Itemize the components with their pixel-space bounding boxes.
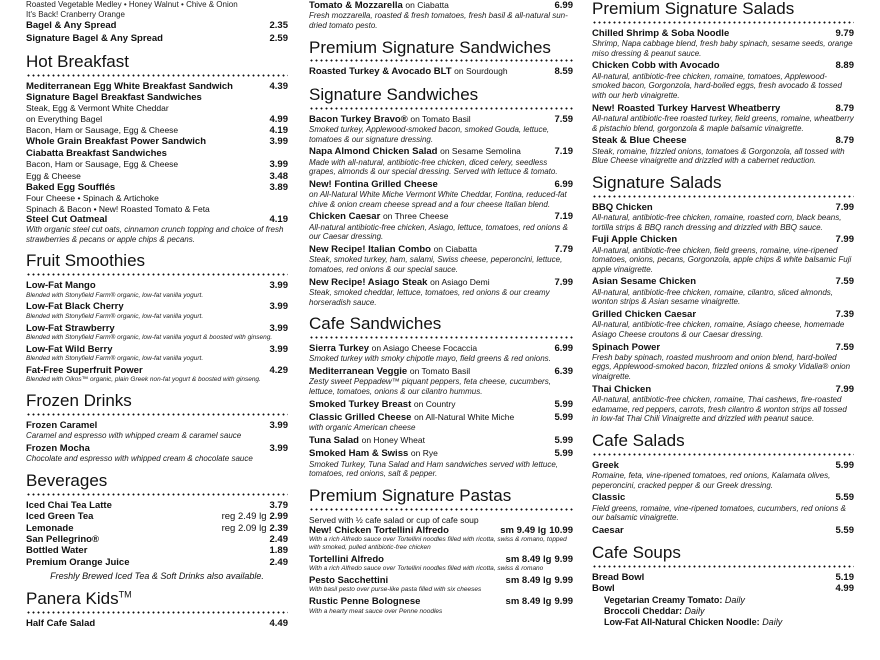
item-name: Frozen Caramel bbox=[26, 419, 98, 431]
menu-item bbox=[26, 182, 288, 193]
item-description: All-natural, antibiotic-free chicken, field greens, romaine, vine-ripened tomatoes, onions, pecans, Gorgonzola, apple chips & white balsamic Fuji apple vinaigrette. bbox=[592, 245, 852, 274]
menu-item bbox=[26, 301, 288, 320]
item-name: Steel Cut Oatmeal bbox=[26, 213, 108, 225]
menu-item bbox=[26, 420, 288, 441]
item-name-text: New Recipe! Asiago Steak bbox=[309, 276, 428, 288]
item-name: Lemonade bbox=[26, 522, 74, 534]
item-name: Low-Fat Black Cherry bbox=[26, 301, 124, 313]
item-description: All-natural antibiotic-free chicken, Asiago, lettuce, tomatoes, red onions & our Caesar dressing. bbox=[309, 222, 568, 242]
item-price: 6.39 bbox=[554, 365, 573, 377]
price-value: 9.99 bbox=[554, 553, 573, 565]
item-description: Blended with Stonyfield Farm® organic, low-fat vanilla yogurt. bbox=[26, 355, 204, 363]
item-description: with organic American cheese bbox=[309, 423, 416, 433]
item-bread: on Sourdough bbox=[454, 66, 508, 77]
item-price: 4.99 bbox=[269, 113, 288, 125]
menu-item bbox=[26, 323, 288, 342]
menu-item bbox=[592, 342, 854, 382]
dotted-divider bbox=[592, 564, 854, 569]
item-name: Thai Chicken bbox=[592, 383, 652, 395]
menu-item bbox=[26, 523, 288, 534]
item-description: Smoked Turkey, Tuna Salad and Ham sandwiches served with lettuce, tomatoes, red onions, salt & pepper. bbox=[309, 459, 559, 479]
menu-item bbox=[309, 66, 573, 77]
menu-item bbox=[592, 202, 854, 233]
dotted-divider bbox=[26, 412, 288, 417]
item-name bbox=[309, 0, 549, 11]
menu-item bbox=[592, 492, 854, 523]
item-price bbox=[267, 534, 289, 545]
soup-of-day bbox=[592, 617, 854, 628]
section-title-cafe-sandwiches: Cafe Sandwiches bbox=[309, 314, 442, 334]
section-title-signature-sandwiches: Signature Sandwiches bbox=[309, 84, 479, 104]
item-name-text: Napa Almond Chicken Salad bbox=[309, 146, 438, 158]
item-name-text: Smoked Ham & Swiss bbox=[309, 448, 409, 460]
section-title-cafe-soups: Cafe Soups bbox=[592, 543, 681, 563]
item-name bbox=[309, 412, 549, 423]
item-description: Zesty sweet Peppadew™ piquant peppers, feta cheese, cucumbers, lettuce, tomatoes, onions & our cilantro hummus. bbox=[309, 377, 551, 396]
dotted-divider bbox=[309, 335, 573, 340]
item-price: 7.59 bbox=[554, 113, 573, 125]
item-name-text: Roasted Turkey & Avocado BLT bbox=[309, 66, 452, 78]
item-name bbox=[309, 399, 549, 410]
menu-item bbox=[26, 171, 288, 182]
item-bread: on Tomato Basil bbox=[409, 365, 471, 376]
item-description: Made with all-natural, antibiotic-free chicken, diced celery, seedless grapes, almonds & our special dressing. Served with lettuce & tomato. bbox=[309, 157, 558, 177]
item-name: Pesto Sacchettini bbox=[309, 575, 389, 587]
menu-item bbox=[26, 365, 288, 384]
menu-item bbox=[592, 583, 854, 594]
item-name-text: Tuna Salad bbox=[309, 434, 359, 446]
item-bread: on Ciabatta bbox=[405, 0, 449, 10]
item-name bbox=[309, 66, 549, 77]
item-name: Egg & Cheese bbox=[26, 170, 81, 181]
item-name bbox=[309, 277, 549, 288]
item-price bbox=[506, 575, 573, 586]
item-name: Whole Grain Breakfast Power Sandwich bbox=[26, 136, 207, 148]
section-title-fruit-smoothies: Fruit Smoothies bbox=[26, 251, 146, 271]
menu-item bbox=[26, 159, 288, 170]
item-description: All-natural antibiotic-free roasted turkey, field greens, romaine, wheatberry & pistachio blend, gorgonzola & maple balsamic vinaigrette. bbox=[592, 113, 854, 133]
section-title-signature-salads: Signature Salads bbox=[592, 172, 722, 192]
price-value: 2.49 bbox=[269, 556, 288, 568]
item-name bbox=[309, 211, 549, 222]
item-price: 5.99 bbox=[835, 459, 854, 471]
item-name-text: Bacon Turkey Bravo® bbox=[309, 113, 408, 125]
item-name: Caesar bbox=[592, 524, 624, 536]
item-price: 4.19 bbox=[269, 124, 288, 136]
menu-item bbox=[26, 545, 288, 556]
item-name bbox=[309, 244, 549, 255]
section-title-text: Panera Kids bbox=[26, 588, 119, 608]
item-description: Shrimp, Napa cabbage blend, fresh baby spinach, sesame seeds, orange miso dressing & peanut sauce. bbox=[592, 39, 853, 58]
item-name: Chilled Shrimp & Soba Noodle bbox=[592, 27, 730, 39]
item-price: 8.79 bbox=[835, 102, 854, 114]
menu-item bbox=[309, 554, 573, 573]
section-title-premium-signature-pastas: Premium Signature Pastas bbox=[309, 485, 512, 505]
bagel-variety-line: It's Back! Cranberry Orange bbox=[26, 10, 125, 19]
item-name: Bowl bbox=[592, 583, 615, 595]
menu-item bbox=[26, 125, 288, 136]
item-bread: on All-Natural White Miche bbox=[414, 411, 515, 422]
price-sizes: sm 8.49 lg bbox=[505, 575, 552, 587]
section-title-hot-breakfast: Hot Breakfast bbox=[26, 51, 129, 71]
item-price: 7.19 bbox=[554, 146, 573, 158]
item-price: 3.99 bbox=[269, 136, 288, 148]
item-price bbox=[222, 523, 288, 534]
item-bread: on Tomato Basil bbox=[410, 113, 471, 124]
item-name: Signature Bagel & Any Spread bbox=[26, 33, 163, 45]
item-price: 6.99 bbox=[554, 0, 573, 11]
item-name: Bacon, Ham or Sausage, Egg & Cheese bbox=[26, 124, 179, 135]
price-value: 9.99 bbox=[554, 596, 573, 608]
item-name: Greek bbox=[592, 459, 619, 471]
item-line: Steak, Egg & Vermont White Cheddar bbox=[26, 103, 169, 114]
item-description: on All-Natural White Miche Vermont White Cheddar, Fontina, reduced-fat chive & onion cream cheese spread and a four cheese Italian blend. bbox=[309, 190, 567, 209]
item-name: Half Cafe Salad bbox=[26, 617, 96, 629]
item-price: 6.99 bbox=[554, 342, 573, 354]
section-title-premium-signature-sandwiches: Premium Signature Sandwiches bbox=[309, 37, 551, 57]
dotted-divider bbox=[592, 452, 854, 457]
soup-name: Vegetarian Creamy Tomato: bbox=[604, 594, 723, 605]
item-price: 9.79 bbox=[835, 27, 854, 39]
menu-item bbox=[309, 366, 573, 397]
menu-item bbox=[26, 81, 288, 92]
item-line: on Everything Bagel bbox=[26, 113, 103, 124]
item-description: Blended with Stonyfield Farm® organic, low-fat vanilla yogurt. bbox=[26, 291, 204, 299]
item-price: 7.99 bbox=[835, 234, 854, 246]
item-name-text: Tomato & Mozzarella bbox=[309, 0, 403, 11]
price-value: 9.99 bbox=[554, 575, 573, 587]
menu-column-middle bbox=[309, 0, 573, 660]
item-description: Blended with Oikos™ organic, plain Greek non-fat yogurt & boosted with ginseng. bbox=[26, 376, 261, 384]
dotted-divider bbox=[592, 20, 854, 25]
item-price: 7.99 bbox=[835, 383, 854, 395]
dotted-divider bbox=[26, 492, 288, 497]
item-price bbox=[267, 500, 289, 511]
menu-item bbox=[26, 443, 288, 464]
section-title-beverages: Beverages bbox=[26, 470, 108, 490]
menu-item bbox=[26, 344, 288, 363]
item-price: 5.99 bbox=[554, 448, 573, 460]
item-description: With a rich Alfredo sauce over Tortellini noodles filled with ricotta, swiss & romano, topped with smoked, pulled antibiotic-free chicken bbox=[309, 536, 567, 552]
item-name-text: Classic Grilled Cheese bbox=[309, 411, 412, 423]
menu-item bbox=[309, 0, 573, 31]
item-name: Tortellini Alfredo bbox=[309, 553, 384, 565]
item-price: 4.99 bbox=[835, 583, 854, 595]
price-sizes: sm 8.49 lg bbox=[505, 553, 552, 565]
menu-item bbox=[592, 103, 854, 134]
item-description: With a rich Alfredo sauce over Tortellini noodles filled with ricotta, swiss & romano bbox=[309, 565, 544, 573]
item-price: 2.35 bbox=[269, 20, 288, 31]
menu-item bbox=[592, 135, 854, 166]
dotted-divider bbox=[26, 73, 288, 78]
section-title-premium-signature-salads: Premium Signature Salads bbox=[592, 0, 795, 18]
item-name: BBQ Chicken bbox=[592, 201, 653, 213]
item-description: Chocolate and espresso with whipped cream & chocolate sauce bbox=[26, 454, 253, 464]
item-price: 4.39 bbox=[269, 80, 288, 92]
subheading: Ciabatta Breakfast Sandwiches bbox=[26, 147, 167, 159]
item-price: 3.99 bbox=[269, 419, 288, 431]
dotted-divider bbox=[592, 194, 854, 199]
item-name: Fat-Free Superfruit Power bbox=[26, 364, 143, 376]
item-name-text: Sierra Turkey bbox=[309, 342, 370, 354]
price-sizes: sm 9.49 lg bbox=[500, 524, 547, 536]
item-price: 5.99 bbox=[554, 434, 573, 446]
item-name bbox=[309, 114, 549, 125]
menu-item bbox=[592, 572, 854, 583]
item-price: 3.99 bbox=[269, 322, 288, 334]
item-description: All-natural, antibiotic-free chicken, romaine, Thai cashews, fire-roasted edamame, red peppers, carrots, fresh cilantro & wonton strips all tossed in low-fat Thai Chili Vinaigrette and drizzled with peanut sauce. bbox=[592, 395, 847, 424]
menu-item bbox=[309, 575, 573, 594]
item-price: 3.48 bbox=[269, 170, 288, 182]
menu-item bbox=[26, 618, 288, 629]
menu-item bbox=[26, 114, 288, 125]
menu-item bbox=[592, 276, 854, 307]
menu-item bbox=[26, 280, 288, 299]
pastas-intro: Served with ½ cafe salad or cup of cafe soup bbox=[309, 514, 479, 525]
menu-item bbox=[26, 214, 288, 245]
menu-item bbox=[309, 179, 573, 210]
item-price: 3.99 bbox=[269, 280, 288, 292]
item-name: Asian Sesame Chicken bbox=[592, 276, 697, 288]
item-line: Four Cheese • Spinach & Artichoke bbox=[26, 193, 159, 204]
section-title-panera-kids bbox=[26, 590, 288, 608]
item-name bbox=[309, 366, 549, 377]
item-price: 4.19 bbox=[269, 213, 288, 225]
item-description: Field greens, romaine, vine-ripened tomatoes, cucumbers, red onions & our balsamic vinaigrette. bbox=[592, 503, 846, 523]
item-bread: on Asiago Demi bbox=[430, 276, 490, 287]
menu-item bbox=[309, 596, 573, 615]
menu-item bbox=[309, 525, 573, 552]
menu-item bbox=[309, 114, 573, 145]
menu-item bbox=[309, 244, 573, 275]
item-price: 8.79 bbox=[835, 135, 854, 147]
soup-name: Broccoli Cheddar: bbox=[604, 606, 683, 617]
item-price: 5.59 bbox=[835, 492, 854, 504]
item-description: All-natural, antibiotic-free chicken, romaine, Asiago cheese, homemade Asiago Cheese croutons & our Caesar dressing. bbox=[592, 320, 845, 339]
menu-item bbox=[592, 460, 854, 491]
item-price bbox=[506, 554, 573, 565]
item-price: 8.89 bbox=[835, 60, 854, 72]
item-name-text: Smoked Turkey Breast bbox=[309, 398, 412, 410]
item-price: 5.19 bbox=[835, 572, 854, 584]
item-name: Low-Fat Wild Berry bbox=[26, 343, 113, 355]
soup-of-day bbox=[592, 595, 854, 606]
menu-item bbox=[592, 234, 854, 274]
item-description: All-natural, antibiotic-free chicken, romaine, cilantro, sliced almonds, wonton strips & Asian sesame vinaigrette. bbox=[592, 287, 833, 307]
item-name: Spinach Power bbox=[592, 341, 661, 353]
item-bread: on Sesame Semolina bbox=[440, 146, 521, 157]
menu-item bbox=[26, 20, 288, 31]
item-price: 3.99 bbox=[269, 301, 288, 313]
item-bread: on Three Cheese bbox=[382, 211, 449, 222]
price-value: 2.99 bbox=[269, 511, 288, 523]
item-price: 5.59 bbox=[835, 524, 854, 536]
menu-column-left bbox=[26, 0, 288, 660]
menu-item bbox=[592, 384, 854, 424]
item-name: Low-Fat Mango bbox=[26, 280, 96, 292]
item-description: Romaine, feta, vine-ripened tomatoes, red onions, Kalamata olives, peperoncini, cracked pepper & our Greek dressing. bbox=[592, 471, 831, 490]
menu-item bbox=[26, 136, 288, 147]
dotted-divider bbox=[309, 507, 573, 512]
item-price: 4.49 bbox=[269, 617, 288, 629]
menu-item bbox=[26, 534, 288, 545]
menu-item bbox=[309, 277, 573, 308]
menu-column-right bbox=[592, 0, 854, 660]
item-name bbox=[309, 343, 549, 354]
price-value: 2.49 bbox=[269, 533, 288, 545]
item-description: Steak, smoked cheddar, lettuce, tomatoes, red onions & our creamy horseradish sauce. bbox=[309, 287, 550, 307]
price-sizes: reg 2.49 lg bbox=[221, 511, 267, 523]
item-name: Grilled Chicken Caesar bbox=[592, 308, 697, 320]
item-price: 3.99 bbox=[269, 343, 288, 355]
item-name: Mediterranean Egg White Breakfast Sandwich bbox=[26, 80, 233, 92]
subheading: Signature Bagel Breakfast Sandwiches bbox=[26, 92, 202, 104]
soup-availability: Daily bbox=[724, 594, 745, 605]
item-price: 7.39 bbox=[835, 308, 854, 320]
item-price: 7.19 bbox=[554, 211, 573, 223]
price-sizes: sm 8.49 lg bbox=[505, 596, 552, 608]
menu-item bbox=[592, 309, 854, 340]
price-value: 1.89 bbox=[269, 545, 288, 557]
menu-item bbox=[309, 448, 573, 479]
beverages-note: Freshly Brewed Iced Tea & Soft Drinks also available. bbox=[50, 571, 264, 582]
item-name: Bacon, Ham or Sausage, Egg & Cheese bbox=[26, 159, 179, 170]
item-name: New! Chicken Tortellini Alfredo bbox=[309, 524, 449, 536]
item-name-text: New Recipe! Italian Combo bbox=[309, 243, 431, 255]
soup-name: Low-Fat All-Natural Chicken Noodle: bbox=[604, 617, 760, 628]
item-bread: on Asiago Cheese Focaccia bbox=[371, 342, 478, 353]
item-price bbox=[267, 545, 289, 556]
item-name: Chicken Cobb with Avocado bbox=[592, 60, 720, 72]
item-price: 8.59 bbox=[554, 66, 573, 78]
item-bread: on Ciabatta bbox=[433, 243, 478, 254]
price-sizes: reg 2.09 lg bbox=[221, 522, 267, 534]
menu-item bbox=[309, 412, 573, 433]
menu-item bbox=[26, 511, 288, 522]
item-name: New! Fontina Grilled Cheese bbox=[309, 178, 438, 190]
item-price bbox=[267, 557, 289, 568]
item-price bbox=[506, 596, 573, 607]
item-name: Iced Green Tea bbox=[26, 511, 94, 523]
item-bread: on Rye bbox=[410, 448, 438, 459]
section-title-frozen-drinks: Frozen Drinks bbox=[26, 391, 132, 411]
item-bread: on Country bbox=[413, 398, 456, 409]
item-name: Iced Chai Tea Latte bbox=[26, 499, 112, 511]
dotted-divider bbox=[26, 610, 288, 615]
menu-item bbox=[26, 33, 288, 44]
soup-of-day bbox=[592, 606, 854, 617]
price-value: 2.39 bbox=[269, 522, 288, 534]
item-line: Spinach & Bacon • New! Roasted Tomato & Feta bbox=[26, 203, 210, 214]
trademark-mark: TM bbox=[118, 589, 132, 600]
item-description: Steak, romaine, frizzled onions, tomatoes & Gorgonzola, all tossed with Blue Cheese vinaigrette and drizzled with a cabernet reduction. bbox=[592, 146, 845, 166]
item-description: Fresh baby spinach, roasted mushroom and onion blend, hard-boiled eggs, Applewood-smoked bacon, frizzled onions & smoky Vidalia® onion vinaigrette. bbox=[592, 352, 851, 382]
menu-item bbox=[592, 60, 854, 100]
section-title-cafe-salads: Cafe Salads bbox=[592, 430, 685, 450]
item-price bbox=[500, 525, 573, 536]
menu-item bbox=[592, 525, 854, 536]
item-name: Steak & Blue Cheese bbox=[592, 135, 687, 147]
item-description: Smoked turkey with smoky chipotle mayo, field greens & red onions. bbox=[309, 354, 551, 364]
item-name-text: Mediterranean Veggie bbox=[309, 365, 408, 377]
menu-item bbox=[309, 146, 573, 177]
item-description: Steak, smoked turkey, ham, salami, Swiss cheese, peperoncini, lettuce, tomatoes, red onions & our special sauce. bbox=[309, 255, 563, 274]
menu-item bbox=[309, 343, 573, 364]
dotted-divider bbox=[309, 106, 573, 111]
item-price: 5.99 bbox=[554, 411, 573, 423]
item-name: Baked Egg Soufflés bbox=[26, 181, 116, 193]
item-name: Classic bbox=[592, 492, 626, 504]
menu-item bbox=[592, 28, 854, 59]
item-name bbox=[309, 435, 549, 446]
item-description: Blended with Stonyfield Farm® organic, low-fat vanilla yogurt. bbox=[26, 312, 204, 320]
item-price: 7.59 bbox=[835, 276, 854, 288]
item-name bbox=[309, 146, 549, 157]
item-name: Premium Orange Juice bbox=[26, 556, 130, 568]
item-name-text: Chicken Caesar bbox=[309, 211, 381, 223]
bagel-variety-line: Roasted Vegetable Medley • Honey Walnut • Chive & Onion bbox=[26, 0, 238, 9]
item-name: New! Roasted Turkey Harvest Wheatberry bbox=[592, 102, 781, 114]
item-price: 3.99 bbox=[269, 159, 288, 171]
item-price: 7.79 bbox=[554, 243, 573, 255]
menu-item bbox=[309, 435, 573, 446]
item-description: All-natural, antibiotic-free chicken, romaine, tomatoes, Applewood-smoked bacon, Gorgonzola, hard-boiled eggs, fresh avocado & tossed with our herb vinaigrette. bbox=[592, 71, 842, 100]
item-description: With basil pesto over purse-like pasta filled with six cheeses bbox=[309, 586, 482, 594]
item-name: San Pellegrino® bbox=[26, 533, 99, 545]
item-name: Bread Bowl bbox=[592, 572, 645, 584]
menu-item bbox=[26, 500, 288, 511]
item-price: 7.59 bbox=[835, 341, 854, 353]
item-price: 4.29 bbox=[269, 364, 288, 376]
item-description: With organic steel cut oats, cinnamon crunch topping and choice of fresh strawberries & pecans or apple chips & pecans. bbox=[26, 225, 284, 244]
price-value: 10.99 bbox=[549, 524, 573, 536]
item-price: 6.99 bbox=[554, 178, 573, 190]
price-value: 3.79 bbox=[269, 499, 288, 511]
dotted-divider bbox=[26, 272, 288, 277]
item-description: Fresh mozzarella, roasted & fresh tomatoes, fresh basil & all-natural sun-dried tomato pesto. bbox=[309, 11, 568, 30]
item-name bbox=[309, 448, 549, 459]
item-description: All-natural, antibiotic-free chicken, romaine, roasted corn, black beans, tortilla strips & BBQ ranch dressing and drizzled with BBQ sauce. bbox=[592, 212, 842, 232]
item-description: Blended with Stonyfield Farm® organic, low-fat vanilla yogurt & boosted with ginseng. bbox=[26, 333, 273, 341]
soup-availability: Daily bbox=[684, 606, 705, 617]
item-bread: on Honey Wheat bbox=[361, 434, 425, 445]
menu-item bbox=[26, 557, 288, 568]
item-price: 3.89 bbox=[269, 181, 288, 193]
item-name: Frozen Mocha bbox=[26, 442, 90, 454]
item-price bbox=[222, 511, 288, 522]
item-price: 5.99 bbox=[554, 398, 573, 410]
item-name: Low-Fat Strawberry bbox=[26, 322, 115, 334]
item-price: 7.99 bbox=[554, 276, 573, 288]
item-description: Caramel and espresso with whipped cream & caramel sauce bbox=[26, 431, 242, 441]
item-name: Bottled Water bbox=[26, 545, 88, 557]
item-price: 2.59 bbox=[269, 33, 288, 45]
item-description: With a hearty meat sauce over Penne noodles bbox=[309, 607, 443, 615]
soup-availability: Daily bbox=[762, 617, 783, 628]
item-name: Fuji Apple Chicken bbox=[592, 234, 678, 246]
item-price: 3.99 bbox=[269, 442, 288, 454]
menu-item bbox=[309, 399, 573, 410]
item-price: 7.99 bbox=[835, 201, 854, 213]
menu-item bbox=[309, 211, 573, 242]
item-name: Bagel & Any Spread bbox=[26, 20, 117, 31]
dotted-divider bbox=[309, 58, 573, 63]
item-description: Smoked turkey, Applewood-smoked bacon, smoked Gouda, lettuce, tomatoes & our signature dressing. bbox=[309, 125, 550, 144]
item-name: Rustic Penne Bolognese bbox=[309, 596, 421, 608]
